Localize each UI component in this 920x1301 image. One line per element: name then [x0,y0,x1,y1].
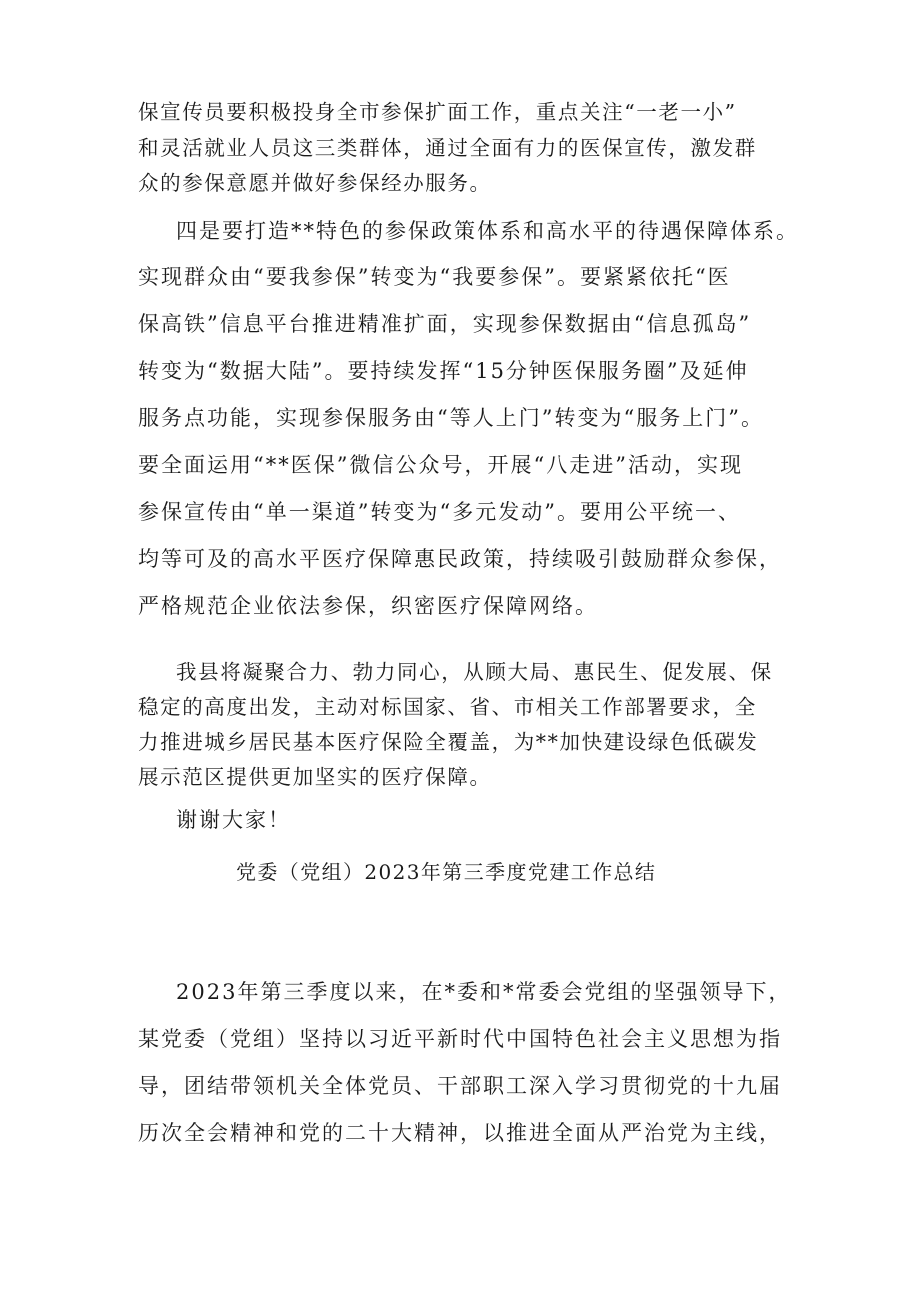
paragraph-line: 力推进城乡居民基本医疗保险全覆盖，为**加快建设绿色低碳发 [138,730,759,754]
paragraph-line: 历次全会精神和党的二十大精神，以推进全面从严治党为主线， [138,1121,782,1145]
paragraph-line: 稳定的高度出发，主动对标国家、省、市相关工作部署要求，全 [138,695,757,719]
paragraph-line: 我县将凝聚合力、勃力同心，从顾大局、惠民生、促发展、保 [176,660,773,684]
paragraph-line: 均等可及的高水平医疗保障惠民政策，持续吸引鼓励群众参保， [138,547,782,571]
paragraph-line: 严格规范企业依法参保，织密医疗保障网络。 [138,594,598,618]
closing-thanks: 谢谢大家！ [176,808,291,832]
paragraph-line: 2023年第三季度以来，在*委和*常委会党组的坚强领导下， [176,980,792,1004]
paragraph-line: 展示范区提供更加坚实的医疗保障。 [138,765,492,789]
paragraph-line: 和灵活就业人员这三类群体，通过全面有力的医保宣传，激发群 [138,136,757,160]
paragraph-line: 转变为“数据大陆”。要持续发挥“15分钟医保服务圈”及延伸 [138,359,749,383]
paragraph-line: 保宣传员要积极投身全市参保扩面工作，重点关注“一老一小” [138,100,737,124]
paragraph-line: 实现群众由“要我参保”转变为“我要参保”。要紧紧依托“医 [138,265,731,289]
paragraph-line: 参保宣传由“单一渠道”转变为“多元发动”。要用公平统一、 [138,500,741,524]
paragraph-line: 四是要打造**特色的参保政策体系和高水平的待遇保障体系。 [176,219,799,243]
paragraph-line: 服务点功能，实现参保服务由“等人上门”转变为“服务上门”。 [138,406,764,430]
paragraph-line: 导，团结带领机关全体党员、干部职工深入学习贯彻党的十九届 [138,1074,782,1098]
paragraph-line: 众的参保意愿并做好参保经办服务。 [138,171,492,195]
paragraph-line: 保高铁”信息平台推进精准扩面，实现参保数据由“信息孤岛” [138,312,752,336]
paragraph-line: 某党委（党组）坚持以习近平新时代中国特色社会主义思想为指 [138,1027,782,1051]
paragraph-line: 要全面运用“**医保”微信公众号，开展“八走进”活动，实现 [138,453,743,477]
section-title: 党委（党组）2023年第三季度党建工作总结 [236,860,657,884]
